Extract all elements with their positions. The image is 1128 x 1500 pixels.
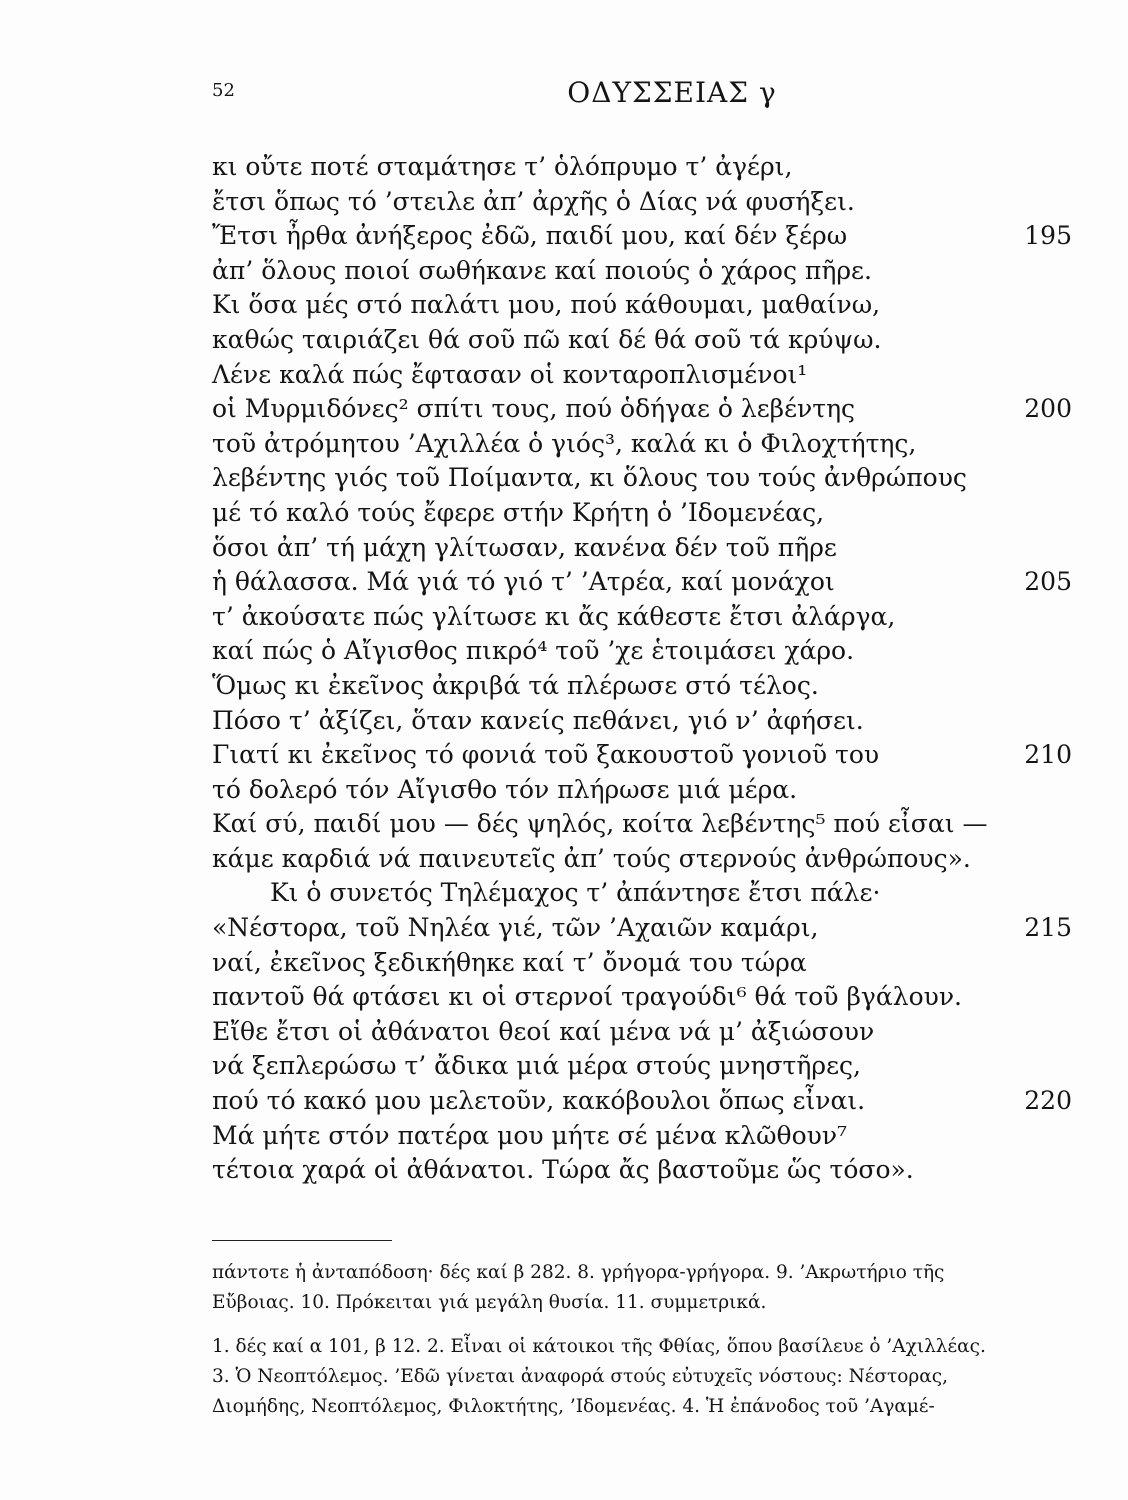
footnote-line: Εὔβοιας. 10. Πρόκειται γιά μεγάλη θυσία. 11. συμμετρικά. xyxy=(212,1292,767,1313)
footnote-divider xyxy=(212,1240,392,1241)
verse-line xyxy=(212,358,1072,393)
verse-text: νά ξεπλερώσω τ’ ἄδικα μιά μέρα στούς μνηστῆρες, xyxy=(212,1051,861,1081)
line-number: 220 xyxy=(1024,1086,1072,1116)
verse-line xyxy=(212,531,1072,566)
verse-line xyxy=(212,565,1072,600)
verse-text: ἔτσι ὅπως τό ’στειλε ἀπ’ ἀρχῆς ὁ Δίας νά φυσήξει. xyxy=(212,186,855,216)
verse-text: παντοῦ θά φτάσει κι οἱ στερνοί τραγούδι⁶ θά τοῦ βγάλουν. xyxy=(212,982,962,1012)
footnote-line: πάντοτε ἡ ἀνταπόδοση· δές καί β 282. 8. γρήγορα-γρήγορα. 9. ’Ακρωτήριο τῆς xyxy=(212,1262,945,1283)
verse-line xyxy=(212,946,1072,981)
verse-line xyxy=(212,185,1072,220)
verse-text: ναί, ἐκεῖνος ξεδικήθηκε καί τ’ ὄνομά του τώρα xyxy=(212,947,807,977)
page-number: 52 xyxy=(212,80,235,101)
verse-text: Λένε καλά πώς ἔφτασαν οἱ κονταροπλισμένοι¹ xyxy=(212,359,808,389)
verse-text: Κι ὁ συνετός Τηλέμαχος τ’ ἀπάντησε ἔτσι πάλε· xyxy=(270,878,881,908)
verse-text: μέ τό καλό τούς ἔφερε στήν Κρήτη ὁ ’Ιδομενέας, xyxy=(212,497,825,527)
verse-text: λεβέντης γιός τοῦ Ποίμαντα, κι ὅλους του τούς ἀνθρώπους xyxy=(212,463,967,493)
verse-text: τ’ ἀκούσατε πώς γλίτωσε κι ἄς κάθεστε ἔτσι ἀλάργα, xyxy=(212,601,896,631)
verse-text: τέτοια χαρά οἱ ἀθάνατοι. Τώρα ἄς βαστοῦμε ὥς τόσο». xyxy=(212,1155,914,1185)
verse-line xyxy=(212,1119,1072,1154)
line-number: 210 xyxy=(1024,740,1072,770)
verse-text: πού τό κακό μου μελετοῦν, κακόβουλοι ὅπως εἶναι. xyxy=(212,1086,866,1116)
verse-text: ἀπ’ ὅλους ποιοί σωθήκανε καί ποιούς ὁ χάρος πῆρε. xyxy=(212,255,872,285)
footnote-line: Διομήδης, Νεοπτόλεμος, Φιλοκτήτης, ’Ιδομενέας. 4. Ἡ ἐπάνοδος τοῦ ’Αγαμέ- xyxy=(212,1396,935,1417)
verse-line xyxy=(212,150,1072,185)
verse-text: καί πώς ὁ Αἴγισθος πικρό⁴ τοῦ ’χε ἑτοιμάσει χάρο. xyxy=(212,636,855,666)
verse-line xyxy=(212,427,1072,462)
verse-text: καθώς ταιριάζει θά σοῦ πῶ καί δέ θά σοῦ τά κρύψω. xyxy=(212,324,882,354)
verse-line xyxy=(212,980,1072,1015)
verse-line xyxy=(212,634,1072,669)
verse-line xyxy=(212,842,1072,877)
verse-text: Κι ὅσα μές στό παλάτι μου, πού κάθουμαι, μαθαίνω, xyxy=(212,290,881,320)
footnote-line: 1. δές καί α 101, β 12. 2. Εἶναι οἱ κάτοικοι τῆς Φθίας, ὅπου βασίλευε ὁ ’Αχιλλέας. xyxy=(212,1336,986,1357)
verse-text: Μά μήτε στόν πατέρα μου μήτε σέ μένα κλῶθουν⁷ xyxy=(212,1120,848,1150)
line-number: 195 xyxy=(1024,221,1072,251)
verse-text: «Νέστορα, τοῦ Νηλέα γιέ, τῶν ’Αχαιῶν καμάρι, xyxy=(212,913,819,943)
verse-line xyxy=(212,461,1072,496)
verse-text: τό δολερό τόν Αἴγισθο τόν πλήρωσε μιά μέρα. xyxy=(212,774,798,804)
verse-line xyxy=(212,1049,1072,1084)
verse-text: οἱ Μυρμιδόνες² σπίτι τους, πού ὁδήγαε ὁ λεβέντης xyxy=(212,394,856,424)
verse-text: Εἴθε ἔτσι οἱ ἀθάνατοι θεοί καί μένα νά μ’ ἀξιώσουν xyxy=(212,1016,875,1046)
footnotes xyxy=(212,1258,1072,1422)
verse-line xyxy=(212,392,1072,427)
verse-text: κάμε καρδιά νά παινευτεῖς ἀπ’ τούς στερνούς ἀνθρώπους». xyxy=(212,843,971,873)
verse-line xyxy=(212,219,1072,254)
verse-text: ὅσοι ἀπ’ τή μάχη γλίτωσαν, κανένα δέν τοῦ πῆρε xyxy=(212,532,837,562)
verse-line xyxy=(212,496,1072,531)
page-header xyxy=(212,76,1072,116)
verse-line xyxy=(212,911,1072,946)
verse-text: Πόσο τ’ ἀξίζει, ὅταν κανείς πεθάνει, γιό ν’ ἀφήσει. xyxy=(212,705,864,735)
footnote-gap xyxy=(212,1318,1072,1332)
verse-line xyxy=(212,773,1072,808)
verse-block xyxy=(212,150,1072,1188)
verse-line xyxy=(212,600,1072,635)
running-title: ΟΔΥΣΣΕΙΑΣ γ xyxy=(567,76,777,109)
verse-line xyxy=(212,876,1072,911)
verse-line xyxy=(212,323,1072,358)
footnote-block xyxy=(212,1332,1072,1422)
verse-text: Καί σύ, παιδί μου — δές ψηλός, κοίτα λεβέντης⁵ πού εἶσαι — xyxy=(212,809,988,839)
footnote-block-continued xyxy=(212,1258,1072,1318)
line-number: 205 xyxy=(1024,567,1072,597)
line-number: 200 xyxy=(1024,394,1072,424)
verse-text: κι οὔτε ποτέ σταμάτησε τ’ ὁλόπρυμο τ’ ἀγέρι, xyxy=(212,152,793,181)
verse-line xyxy=(212,669,1072,704)
verse-line xyxy=(212,1084,1072,1119)
verse-line xyxy=(212,738,1072,773)
verse-line xyxy=(212,807,1072,842)
verse-text: Γιατί κι ἐκεῖνος τό φονιά τοῦ ξακουστοῦ γονιοῦ του xyxy=(212,740,880,770)
verse-text: Ὅμως κι ἐκεῖνος ἀκριβά τά πλέρωσε στό τέλος. xyxy=(212,670,819,700)
verse-line xyxy=(212,1153,1072,1188)
verse-line xyxy=(212,288,1072,323)
verse-line xyxy=(212,704,1072,739)
line-number: 215 xyxy=(1024,913,1072,943)
verse-text: Ἔτσι ἦρθα ἀνήξερος ἐδῶ, παιδί μου, καί δέν ξέρω xyxy=(212,221,848,251)
verse-line xyxy=(212,1015,1072,1050)
verse-line xyxy=(212,254,1072,289)
footnote-line: 3. Ὁ Νεοπτόλεμος. ’Εδῶ γίνεται ἀναφορά στούς εὐτυχεῖς νόστους: Νέστορας, xyxy=(212,1366,948,1387)
verse-text: ἡ θάλασσα. Μά γιά τό γιό τ’ ’Ατρέα, καί μονάχοι xyxy=(212,567,835,597)
verse-text: τοῦ ἀτρόμητου ’Αχιλλέα ὁ γιός³, καλά κι ὁ Φιλοχτήτης, xyxy=(212,428,917,458)
